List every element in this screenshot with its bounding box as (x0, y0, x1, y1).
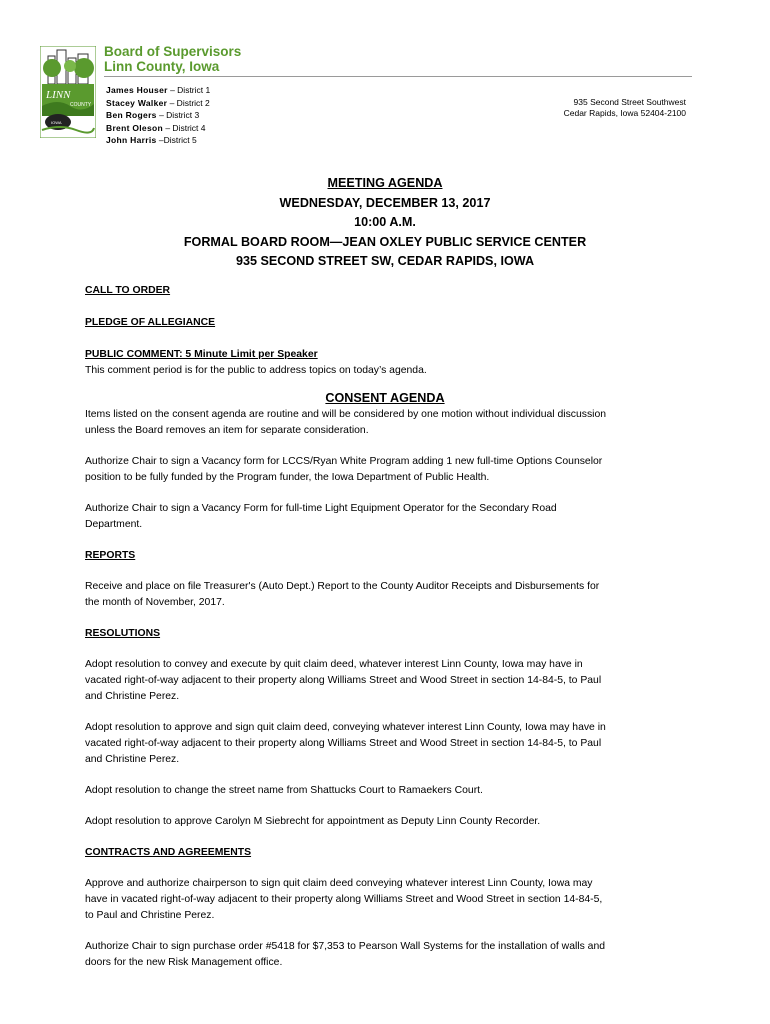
member-row: James Houser – District 1 (106, 85, 211, 95)
header-divider (104, 76, 692, 77)
contract-line: doors for the new Risk Management office. (85, 957, 283, 968)
consent-intro-line: unless the Board removes an item for separate consideration. (85, 425, 369, 436)
heading-public-comment: PUBLIC COMMENT: 5 Minute Limit per Speaker (85, 349, 318, 360)
consent-intro-line: Items listed on the consent agenda are routine and will be considered by one motion without individual discussion (85, 409, 607, 420)
board-members (106, 84, 210, 147)
agenda-title (0, 174, 770, 272)
resolution-line: and Christine Perez. (85, 691, 180, 702)
resolution-line: vacated right-of-way adjacent to their property along Williams Street and Wood Street in section 14-84-5, to Paul (85, 675, 602, 686)
resolution-line: Adopt resolution to approve Carolyn M Siebrecht for appointment as Deputy Linn County Recorder. (85, 816, 541, 827)
resolution-line: Adopt resolution to convey and execute by quit claim deed, whatever interest Linn County, Iowa may have in (85, 659, 583, 670)
address-line-1: 935 Second Street Southwest (573, 97, 686, 107)
address-line-2: Cedar Rapids, Iowa 52404-2100 (563, 108, 686, 118)
resolution-line: vacated right-of-way adjacent to their property along Williams Street and Wood Street in section 14-84-5, to Paul (85, 738, 602, 749)
org-line-1: Board of Supervisors (104, 44, 242, 59)
title-meeting-agenda: MEETING AGENDA (327, 176, 443, 190)
heading-reports: REPORTS (85, 550, 136, 561)
heading-contracts: CONTRACTS AND AGREEMENTS (85, 847, 252, 858)
title-time: 10:00 A.M. (354, 215, 416, 229)
member-row: John Harris –District 5 (106, 135, 197, 146)
member-row: Ben Rogers – District 3 (106, 110, 200, 121)
heading-pledge: PLEDGE OF ALLEGIANCE (85, 317, 216, 328)
contract-line: Authorize Chair to sign purchase order #5418 for $7,353 to Pearson Wall Systems for the installation of walls and (85, 941, 606, 952)
consent-item-line: position to be fully funded by the Program funder, the Iowa Department of Public Health. (85, 472, 490, 483)
consent-item-line: Authorize Chair to sign a Vacancy form for LCCS/Ryan White Program adding 1 new full-time Options Counselor (85, 456, 603, 467)
title-address: 935 SECOND STREET SW, CEDAR RAPIDS, IOWA (235, 254, 535, 268)
linn-county-logo (40, 46, 96, 138)
heading-call-to-order: CALL TO ORDER (85, 285, 171, 296)
heading-consent-agenda: CONSENT AGENDA (325, 391, 445, 405)
office-address (564, 97, 686, 119)
consent-item-line: Department. (85, 519, 143, 530)
org-name (104, 44, 241, 74)
logo-text-county: COUNTY (70, 102, 92, 108)
heading-resolutions: RESOLUTIONS (85, 628, 161, 639)
title-location: FORMAL BOARD ROOM—JEAN OXLEY PUBLIC SERVICE CENTER (183, 234, 587, 249)
public-comment-text: This comment period is for the public to address topics on today’s agenda. (85, 365, 427, 376)
contract-line: Approve and authorize chairperson to sign quit claim deed conveying whatever interest Linn County, Iowa may (85, 878, 593, 889)
contract-line: have in vacated right-of-way adjacent to their property along Williams Street and Wood Street in section 14-84-5, (85, 894, 603, 905)
resolution-line: Adopt resolution to approve and sign quit claim deed, conveying whatever interest Linn County, Iowa may have in (85, 722, 606, 733)
reports-item-line: the month of November, 2017. (85, 597, 225, 608)
reports-item-line: Receive and place on file Treasurer's (Auto Dept.) Report to the County Auditor Receipts and Disbursements for (85, 581, 600, 592)
resolution-line: Adopt resolution to change the street name from Shattucks Court to Ramaekers Court. (85, 785, 483, 796)
member-row: Stacey Walker – District 2 (106, 97, 210, 108)
contract-line: to Paul and Christine Perez. (85, 910, 215, 921)
title-date: WEDNESDAY, DECEMBER 13, 2017 (279, 195, 491, 210)
member-row: Brent Oleson – District 4 (106, 122, 206, 133)
consent-item-line: Authorize Chair to sign a Vacancy Form for full-time Light Equipment Operator for the Secondary Road (85, 503, 557, 514)
resolution-line: and Christine Perez. (85, 754, 180, 765)
logo-text-iowa: IOWA (51, 120, 62, 125)
logo-text-linn: LINN (46, 89, 71, 101)
agenda-body (85, 283, 685, 971)
org-line-2: Linn County, Iowa (104, 59, 220, 74)
